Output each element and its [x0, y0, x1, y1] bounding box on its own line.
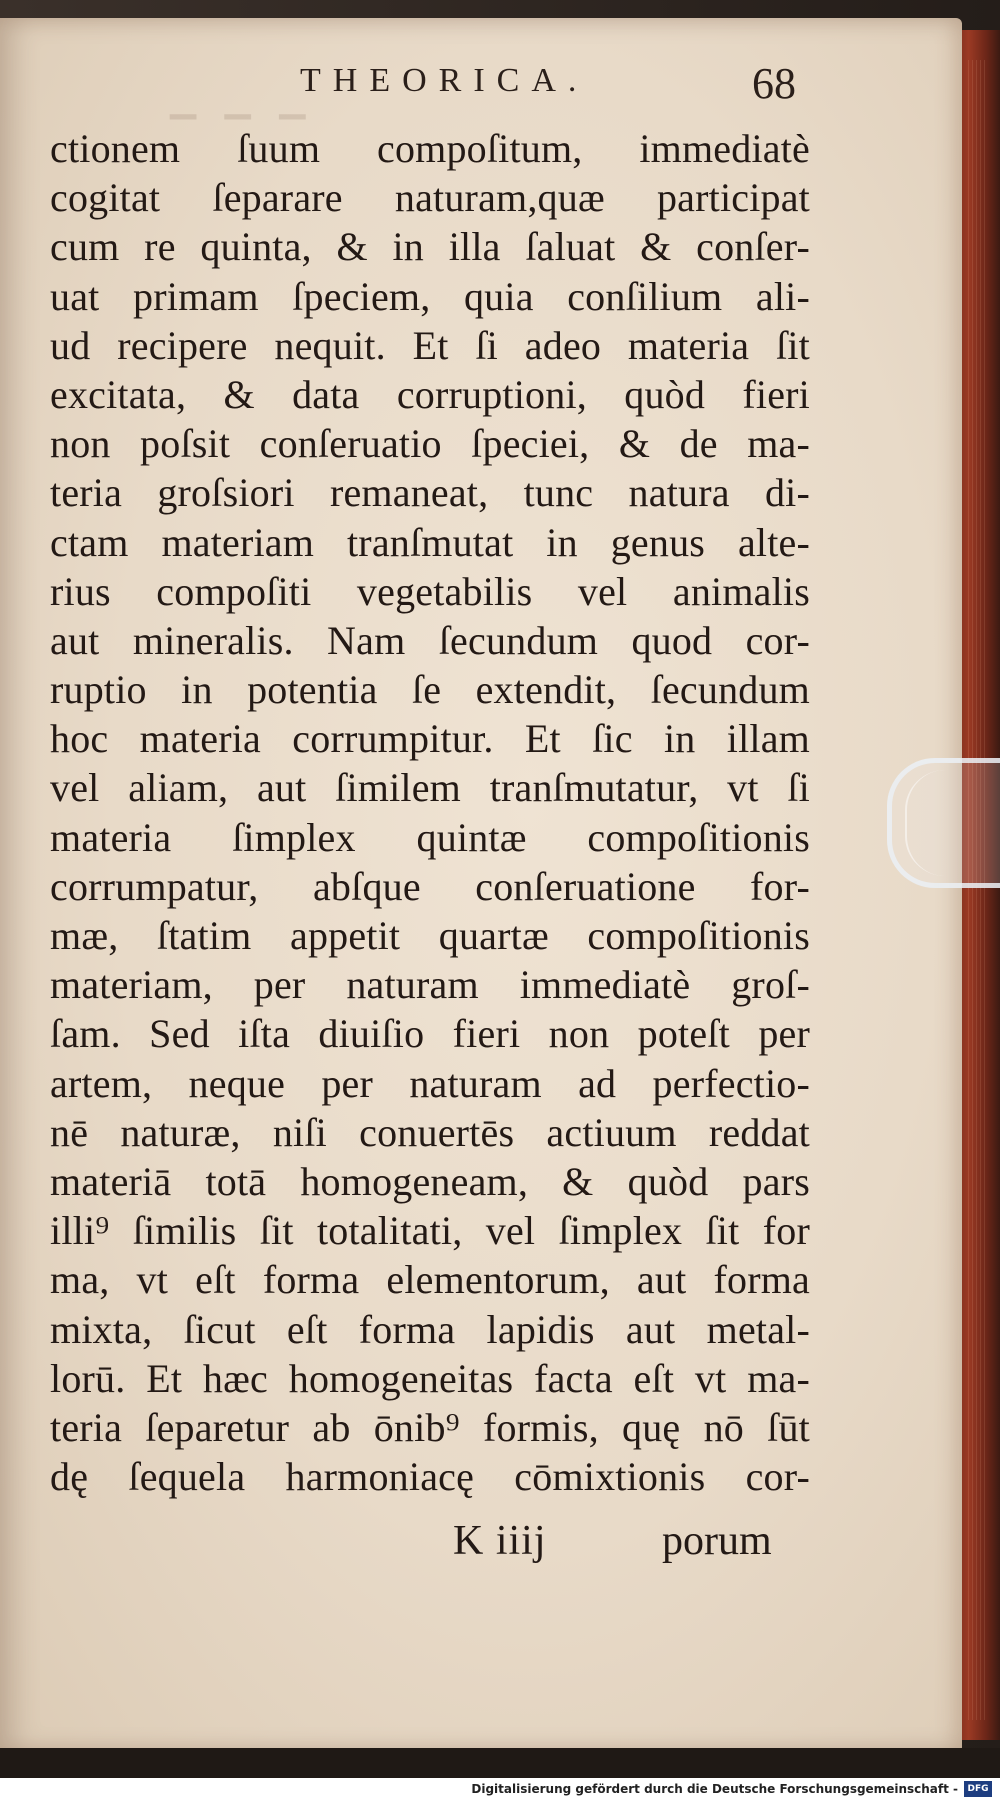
text-line: mæ, ſtatim appetit quartæ compoſitionis — [50, 913, 810, 958]
text-line: hoc materia corrumpitur. Et ſic in illam — [50, 716, 810, 762]
text-line: vel aliam, aut ſimilem tranſmutatur, vt ſi — [50, 765, 810, 811]
text-line: teria groſsiori remaneat, tunc natura di- — [50, 470, 810, 516]
text-line: materiam, per naturam immediatè groſ- — [50, 962, 810, 1008]
text-line: corrumpatur, abſque conſeruatione for- — [50, 863, 810, 909]
text-line: uat primam ſpeciem, quia conſilium ali- — [50, 273, 810, 319]
fore-edge-texture — [968, 60, 988, 1720]
text-line: teria ſeparetur ab ōnib⁹ formis, quę nō ſūt — [50, 1404, 810, 1450]
text-line: illi⁹ ſimilis ſit totalitati, vel ſimplex ſit for — [50, 1208, 810, 1254]
text-line: ma, vt eſt forma elementorum, aut forma — [50, 1257, 810, 1303]
text-line: non poſsit conſeruatio ſpeciei, & de ma- — [50, 421, 810, 467]
text-line: lorū. Et hæc homogeneitas facta eſt vt ma- — [50, 1355, 810, 1401]
text-line: ſam. Sed iſta diuiſio fieri non poteſt per — [50, 1011, 810, 1057]
body-text — [50, 124, 810, 1501]
text-line: cogitat ſeparare naturam,quæ participat — [50, 175, 810, 221]
text-line: ctionem ſuum compoſitum, immediatè — [50, 126, 810, 171]
text-line: aut mineralis. Nam ſecundum quod cor- — [50, 617, 810, 663]
text-line: materiā totā homogeneam, & quòd pars — [50, 1158, 810, 1204]
catchword: porum — [662, 1518, 772, 1564]
running-head: THEORICA. — [300, 62, 589, 99]
text-line: excitata, & data corruptioni, quòd fieri — [50, 371, 810, 417]
text-line: ruptio in potentia ſe extendit, ſecundum — [50, 667, 810, 713]
text-line: materia ſimplex quintæ compoſitionis — [50, 814, 810, 860]
text-line: nē naturæ, niſi conuertēs actiuum reddat — [50, 1109, 810, 1155]
scan-bottom-edge — [0, 1748, 1000, 1778]
page-clip-shine — [905, 770, 1000, 876]
dfg-logo: DFG — [964, 1781, 992, 1797]
text-line: cum re quinta, & in illa ſaluat & conſer- — [50, 224, 810, 270]
signature-mark: K iiij — [453, 1518, 547, 1564]
bleed-through-mark: ▁ ▁ ▁ — [170, 82, 316, 119]
text-line: mixta, ſicut eſt forma lapidis aut metal- — [50, 1306, 810, 1352]
text-line: ctam materiam tranſmutat in genus alte- — [50, 519, 810, 565]
text-line: dę ſequela harmoniacę cōmixtionis cor- — [50, 1454, 810, 1500]
text-line: rius compoſiti vegetabilis vel animalis — [50, 568, 810, 614]
digitization-credit: Digitalisierung gefördert durch die Deutsche Forschungsgemeinschaft - — [471, 1782, 958, 1796]
text-line: artem, neque per naturam ad perfectio- — [50, 1060, 810, 1106]
text-line: ud recipere nequit. Et ſi adeo materia ſit — [50, 322, 810, 368]
page-number: 68 — [752, 59, 796, 108]
